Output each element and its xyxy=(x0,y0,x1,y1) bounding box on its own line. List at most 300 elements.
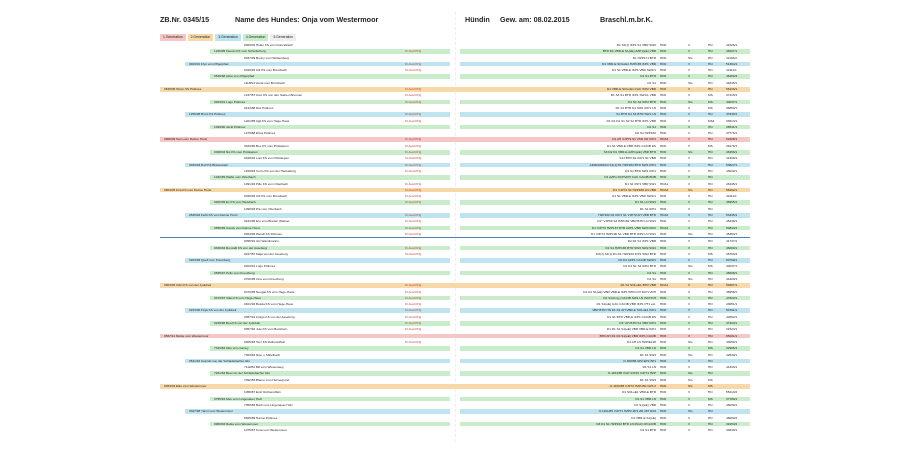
hair-type: HN xyxy=(708,49,713,54)
registry-number: 46456/1 xyxy=(726,150,738,155)
titles: D1 S1(J) IKP1 S1 VBR SW2 xyxy=(616,43,656,47)
conformation: V xyxy=(688,289,691,294)
dog-entry: 1201/85 Agil KS vom Hege-Haus xyxy=(244,118,290,123)
hd-result: HD0 xyxy=(660,421,667,426)
hd-result: HD0 xyxy=(660,194,667,199)
dog-entry: 1118/94 Vesta vom Brombach xyxy=(244,80,285,85)
dog-sex: Hündin xyxy=(465,15,490,24)
pedigree-rows xyxy=(160,42,750,433)
zb-number: ZB.Nr. 0345/15 xyxy=(160,15,210,24)
registry-number: 47640/1 xyxy=(726,112,738,117)
hair-type: HN xyxy=(708,390,713,395)
hd-result: HDA2 xyxy=(660,187,669,192)
breeding-test: Kl.Ausl.Prfg xyxy=(405,194,422,199)
registry-number: 53435/1 xyxy=(726,213,738,218)
conformation: V xyxy=(688,302,691,307)
hair-type: MS xyxy=(708,251,713,256)
dog-entry: 0603/06 Odin KS von der Jydebek xyxy=(164,283,212,288)
hd-result: HDA2 xyxy=(660,225,669,230)
conformation: V xyxy=(688,194,691,199)
titles: D1 VJP74 S1 HZP188 LN VBR xyxy=(613,187,656,192)
titles: D2 D1 S1 IKP1 VBR xyxy=(627,239,656,244)
breeding-test: Kl.Ausl.Prfg xyxy=(405,162,422,167)
generation-band xyxy=(210,125,450,130)
hair-type: HN xyxy=(708,231,713,236)
titles: D1 S1 BTR D1 SW1 IKP1 LN xyxy=(615,105,656,110)
breeding-test: Kl.Ausl.Prfg xyxy=(405,68,422,73)
conformation: V xyxy=(688,74,691,79)
registry-number: 37789/1 xyxy=(726,396,738,401)
conformation: V xyxy=(688,295,691,300)
breeding-test: Kl.Ausl.Prfg xyxy=(405,327,422,332)
hd-result: HD0 xyxy=(660,308,667,313)
conformation: SG xyxy=(688,409,693,414)
hd-result: HD0 xyxy=(660,231,667,236)
conformation: SG xyxy=(688,384,693,389)
conformation: V xyxy=(688,358,691,363)
hd-result: HD0 xyxy=(660,206,667,211)
conformation: V xyxy=(688,321,691,326)
registry-number: 42111/1 xyxy=(726,194,737,199)
dog-name: Name des Hundes: Onja vom Westermoor xyxy=(235,15,379,24)
dog-entry: 0213/88 Divi Pöttmes xyxy=(244,105,274,110)
registry-number: 50791/1 xyxy=(726,308,738,313)
registry-number: 39153/2 xyxy=(726,421,738,426)
conformation: V xyxy=(688,68,691,73)
hair-type: HN xyxy=(708,245,713,250)
conformation: V xyxy=(688,49,691,54)
dog-entry: 0908/09 Sam vom Delme Horst xyxy=(164,137,208,142)
breeding-test: Kl.Ausl.Prfg xyxy=(405,213,422,218)
conformation: V xyxy=(688,225,691,230)
registry-number: 44429/1 xyxy=(726,276,738,281)
dog-entry: 0227/87 Maja von der Asseburg xyxy=(244,251,288,256)
hd-result: HD0 xyxy=(660,43,667,47)
breeding-test: Kl.Ausl.Prfg xyxy=(405,143,422,148)
hd-result: HD0 xyxy=(660,131,667,136)
hair-type: MS xyxy=(708,384,713,389)
conformation: V xyxy=(688,200,691,205)
hd-result: HD0 xyxy=(660,270,667,275)
hd-result: HD0 xyxy=(660,302,667,307)
titles: D1 D1 S1(eE) VBR VBR-E IKP1 BTR ICH DCH-VDH xyxy=(583,289,656,294)
titles: D1 S1 VBR-E VBR IKP1 CACIB ES xyxy=(606,143,656,148)
breeding-test: Kl.Ausl.Prfg xyxy=(405,251,422,256)
conformation: V xyxy=(688,61,691,66)
titles: D1 S1 VBR LN xyxy=(635,346,656,351)
titles: D1 SOLoE1 VBR-E BTR xyxy=(622,390,656,395)
registry-number: 36850/1 xyxy=(726,105,738,110)
conformation: SG xyxy=(688,371,693,376)
hair-type: HN xyxy=(708,402,713,407)
legend-item: 5.Generation xyxy=(270,34,296,41)
conformation: SG xyxy=(688,352,693,357)
conformation: SG xyxy=(688,231,693,236)
titles: D1 S1 HZP183 BTR SW3 SW2 SW1 xyxy=(605,245,656,250)
breeding-test: Kl.Ausl.Prfg xyxy=(405,99,422,104)
hd-result: HD0 xyxy=(660,327,667,332)
breeding-test: Kl.Ausl.Prfg xyxy=(405,295,422,300)
hd-result: HD0 xyxy=(660,245,667,250)
breeding-test: Kl.Ausl.Prfg xyxy=(405,168,422,173)
dog-entry: 0904/05 Kira KS vom Delme Horst xyxy=(164,187,212,192)
titles: D2 S1 HZP160 xyxy=(635,131,656,136)
titles: O-1161/85 VJP71 HZP2 ZP1 ZR 457 ES3 xyxy=(598,409,656,414)
breeding-test: Kl.Ausl.Prfg xyxy=(405,283,422,288)
dog-entry: 7112/83 Bill vom Wiesenweg xyxy=(244,365,284,370)
hair-type: HN xyxy=(708,162,713,167)
titles: D1 HZP171 BTR xyxy=(632,55,656,60)
registry-number: 45453/1 xyxy=(726,231,738,236)
conformation: V xyxy=(688,239,691,244)
hair-type: HN xyxy=(708,87,713,92)
registry-number: 43042/1 xyxy=(726,168,738,173)
hair-type: HN xyxy=(708,415,713,420)
hd-result: HD0 xyxy=(660,333,667,338)
dog-entry: 0203/99 Quell vom Kreuzberg xyxy=(189,258,231,263)
hair-type: HN xyxy=(708,194,713,199)
hd-result: HD0 xyxy=(660,175,667,180)
breeding-test: Kl.Ausl.Prfg xyxy=(405,321,422,326)
dog-entry: 0403/01 Flyn vom Pilgerpfad xyxy=(189,61,229,66)
dog-entry: 0328/04 Nic KS vom Pöttsiepen xyxy=(214,150,258,155)
hair-type: HN xyxy=(708,314,713,319)
registry-number: 43051/1 xyxy=(726,302,738,307)
conformation: V xyxy=(688,314,691,319)
conformation: SG xyxy=(688,187,693,192)
hair-type: HN xyxy=(708,352,713,357)
registry-number: 39176/1 xyxy=(726,143,738,148)
conformation: SG xyxy=(688,150,693,155)
dog-entry: 0373/97 Vilas KS vom Hege-Haus xyxy=(214,295,261,300)
titles: D1* AH BTR S1 VBR IKP1 xyxy=(619,321,656,326)
hair-type: HN xyxy=(708,371,713,376)
dog-entry: 1226/05 Fausto KS vom Scheiferberg xyxy=(214,49,266,54)
registry-number: 46460/3 xyxy=(726,74,738,79)
titles: D1* VJP69 S3 HZP182 VBR BTR LN SW1 xyxy=(597,219,656,224)
breeding-test: Kl.Ausl.Prfg xyxy=(405,156,422,161)
dog-entry: 0960/93 Reika vom Westermoor xyxy=(214,421,259,426)
dog-entry: 0363/03 Elke vom Westermoor xyxy=(164,384,207,389)
hair-type: MS xyxy=(708,99,713,104)
registry-number: 48000/2 xyxy=(726,415,738,420)
registry-number: 35793/3 xyxy=(726,251,738,256)
titles: D1 S3 S1 BTR IKP1 SW1/1 VBR xyxy=(610,93,656,98)
breeding-test: Kl.Ausl.Prfg xyxy=(405,308,422,313)
conformation: V xyxy=(688,251,691,256)
dog-entry: 0567/11 Mottie vom Westermoor xyxy=(164,333,209,338)
hair-type: HN xyxy=(708,168,713,173)
titles: D1 D1 S1 S1(eE) VBR VBR-E IKP1 xyxy=(606,327,656,332)
hd-result: HD0 xyxy=(660,99,667,104)
titles: D1 VJP70 HZP167 BTR AZP1 VBR SW3 IKP2 xyxy=(592,225,656,230)
titles: D1 S1 xyxy=(647,124,656,129)
registry-number: 38541/1 xyxy=(726,124,738,129)
registry-number: 40037/1 xyxy=(726,264,738,269)
hd-result: HD0 xyxy=(660,49,667,54)
hd-result: HD0 xyxy=(660,61,667,66)
conformation: V xyxy=(688,270,691,275)
titles: O-1154/85 VGP 23315 VJP74 HZP xyxy=(607,371,656,376)
hair-type: HN xyxy=(708,74,713,79)
hair-type: HN xyxy=(708,225,713,230)
hd-result: HD0 xyxy=(660,352,667,357)
hair-type: HN xyxy=(708,175,713,180)
hd-result: HD0 xyxy=(660,428,667,433)
conformation: V xyxy=(688,213,691,218)
conformation: V xyxy=(688,181,691,186)
hair-type: MS xyxy=(708,105,713,110)
hair-type: HN xyxy=(708,295,713,300)
dog-entry: 0033/03 Rolf KS Birkenwald xyxy=(189,162,228,167)
registry-number: 41523/1 xyxy=(726,327,738,332)
titles: D1 S1 BTR xyxy=(640,428,656,433)
registry-number: 44645/1 xyxy=(726,80,738,85)
hd-result: HD0 xyxy=(660,409,667,414)
dog-entry: 0329/93 Ulli KS vom Brombach xyxy=(244,68,287,73)
dog-entry: 1075/87 Kora vom Westermoor xyxy=(244,428,287,433)
hair-type: HN xyxy=(708,80,713,85)
registry-number: 56216/1 xyxy=(726,87,738,92)
hd-result: HD0 xyxy=(660,219,667,224)
conformation: V xyxy=(688,206,691,211)
hd-result: HDA1 xyxy=(660,283,669,288)
conformation: V xyxy=(688,402,691,407)
hd-result: HD0 xyxy=(660,118,667,123)
registry-number: 40037/1 xyxy=(726,99,738,104)
hair-type: MS xyxy=(708,93,713,98)
hd-result: HD0 xyxy=(660,239,667,244)
titles: D-306/88 AP2 EP2 ZP1 xyxy=(623,358,656,363)
dog-entry: 1256/98 Bruni KS Pöttmes xyxy=(189,112,226,117)
conformation: V xyxy=(688,421,691,426)
dog-entry: 0625/02 Fehli KS vom Delme Horst xyxy=(189,213,238,218)
titles: D1 AZP1 DCHVDH CAC CACIB BOB xyxy=(604,175,656,180)
hair-type: HN xyxy=(708,302,713,307)
hd-result: HD0 xyxy=(660,87,667,92)
titles: D1 VJP73 HZP190 S1 VBR BTR IKP2 LN SW1 xyxy=(591,231,656,236)
registry-number: 47304/1 xyxy=(726,321,738,326)
hd-result: HD0 xyxy=(660,55,667,60)
registry-number: 42530/1 xyxy=(726,352,738,357)
breeding-test: Kl.Ausl.Prfg xyxy=(405,93,422,98)
dog-entry: 0327/98 Yanni vom Westermoor xyxy=(189,409,234,414)
titles: D1 S1(eE) VBR xyxy=(634,402,656,407)
hd-result: HD0 xyxy=(660,371,667,376)
dog-entry: 1091/93 Pille KS vom Otterbach xyxy=(244,181,289,186)
titles: S1 BTR D1 S1 BTR SW1 LN xyxy=(616,112,656,117)
registry-number: 41026/1 xyxy=(726,43,738,47)
breeding-test: Kl.Ausl.Prfg xyxy=(405,302,422,307)
titles: D1 S1 BTR VBR-E IKP1 CACIB ES xyxy=(607,314,656,319)
dog-entry: 0203/91 Lugo Pöttmes xyxy=(214,99,246,104)
hd-result: HD0 xyxy=(660,124,667,129)
hair-type: MS xyxy=(708,377,713,382)
breeding-test: Kl.Ausl.Prfg xyxy=(405,219,422,224)
table-row xyxy=(160,427,750,433)
hair-type: HN xyxy=(708,327,713,332)
titles: D1 S1 VBR LN xyxy=(635,396,656,401)
titles: D1 AH VJP79 S1 VSR UR IKP1 xyxy=(612,137,656,142)
dog-entry: 0005/93 Terz KS Rothenuffeln xyxy=(244,339,286,344)
hd-result: HD0 xyxy=(660,415,667,420)
conformation: V xyxy=(688,168,691,173)
conformation: V xyxy=(688,219,691,224)
dog-entry: 1279/88 Elma Pöttmes xyxy=(244,131,276,136)
hd-result: HD0 xyxy=(660,162,667,167)
titles: D1 S1 BTR SW1 IKP1 xyxy=(625,168,656,173)
hd-result: HD0 xyxy=(660,264,667,269)
registry-number: 46558/1 xyxy=(726,289,738,294)
titles: D1 S1 VBR-E IKP1 VBR SW1/1 xyxy=(612,68,656,73)
titles: D1 S1 xyxy=(647,270,656,275)
registry-number: 46608/1 xyxy=(726,270,738,275)
registry-number: 46030/1 xyxy=(726,402,738,407)
registry-number: 46445/1 xyxy=(726,181,738,186)
conformation: V xyxy=(688,131,691,136)
hd-result: HD0 xyxy=(660,93,667,98)
hair-type: HN xyxy=(708,276,713,281)
conformation: V xyxy=(688,396,691,401)
hd-result: HD0 xyxy=(660,314,667,319)
conformation: V xyxy=(688,162,691,167)
hair-type: MS4 xyxy=(708,118,715,123)
dog-entry: 1090/93 Pia vom Otterbach xyxy=(244,206,282,211)
hd-result: HD0 xyxy=(660,346,667,351)
hd-result: HD0 xyxy=(660,74,667,79)
hair-type: MS xyxy=(708,396,713,401)
hd-result: HD0 xyxy=(660,143,667,148)
conformation: V xyxy=(688,258,691,263)
titles: D2(J) S1(J) D1 D1 HZP160 IKP1 SW2 BTR xyxy=(596,251,656,256)
registry-number: 32995/1 xyxy=(726,346,738,351)
breeding-test: Kl.Ausl.Prfg xyxy=(405,112,422,117)
dog-entry: 0329/93 Ulli KS vom Brombach xyxy=(244,194,287,199)
pedigree-header xyxy=(160,12,750,30)
breeding-test: Kl.Ausl.Prfg xyxy=(405,87,422,92)
hair-type: HN xyxy=(708,137,713,142)
registry-number: 41209/1 xyxy=(726,156,738,161)
conformation: V xyxy=(688,137,691,142)
hair-type: HN xyxy=(708,112,713,117)
hair-type: HN xyxy=(708,68,713,73)
dog-entry: 1058/87 Emir Rothenuffeln xyxy=(244,390,281,395)
dog-entry: 0665/89 Hanno Pöttmes xyxy=(244,415,278,420)
registry-number: 65201/1 xyxy=(726,333,738,338)
dog-entry: 0057/91 Amigo KS von der Asseburg xyxy=(244,314,295,319)
conformation: V xyxy=(688,346,691,351)
dog-entry: 0700/95 Ona vom Kreuzberg xyxy=(244,276,284,281)
registry-number: 62208/1 xyxy=(726,137,738,142)
legend-item: 4.Generation xyxy=(243,34,269,41)
hd-result: HD0 xyxy=(660,384,667,389)
hd-result: HD0 xyxy=(660,68,667,73)
hair-type: HN xyxy=(708,187,713,192)
conformation: V xyxy=(688,428,691,433)
registry-number: 59307/1 xyxy=(726,283,738,288)
dog-entry: 0401/92 Betula KS vom Hege-Haus xyxy=(244,302,294,307)
dog-entry: 0625/05 Oliver KS Pöttmes xyxy=(164,87,202,92)
hd-result: HDA2 xyxy=(660,213,669,218)
conformation: V xyxy=(688,118,691,123)
titles: D1 S1 VBR-E IKP1 VBR SW1/1 xyxy=(612,194,656,199)
conformation: V xyxy=(688,365,691,370)
registry-number: 43050/1 xyxy=(726,339,738,344)
hair-type: HN xyxy=(708,409,713,414)
hair-type: MS xyxy=(708,143,713,148)
breeding-test: Kl.Ausl.Prfg xyxy=(405,61,422,66)
titles: D1 VBR-E SOLoE1 CAC IKP2 VBR xyxy=(606,87,656,92)
hair-type: MS xyxy=(708,346,713,351)
dog-entry: 7303/84 Nico v. Mittelbach xyxy=(244,352,281,357)
titles: BTR AH D1 D1 S1(eE) VBR IKP1 CACIB xyxy=(599,333,656,338)
registry-number: 46965/1 xyxy=(726,200,738,205)
hd-result: HD0 xyxy=(660,339,667,344)
hd-result: HD0 xyxy=(660,200,667,205)
registry-number: 44343/1 xyxy=(726,365,738,370)
registry-number: 46297/1 xyxy=(726,49,738,54)
hd-result: HD0 xyxy=(660,276,667,281)
generation-legend xyxy=(160,34,296,41)
conformation: SG xyxy=(688,55,693,60)
dog-entry: 0239/96 Bea KS von der Jydebek xyxy=(214,321,261,326)
conformation: V xyxy=(688,143,691,148)
titles: D1 VBR-E S1(eE) xyxy=(631,415,656,420)
titles: D1 S1 S2 IKP2 BTR xyxy=(628,99,656,104)
registry-number: 53827/1 xyxy=(726,162,738,167)
dog-entry: 0223/00 Finja KS von der Jydebek xyxy=(189,308,237,313)
titles: S1J BTR D1 IKP1 S1 VBR xyxy=(619,156,656,161)
hd-result: HDA1 xyxy=(660,181,669,186)
registry-number: 37776/1 xyxy=(726,131,738,136)
conformation: SG xyxy=(688,80,693,85)
conformation: V xyxy=(688,43,691,47)
dog-entry: 7092/83 Blame vom Helmegrund xyxy=(244,377,290,382)
titles: VBR BTR HN D1 D1 AH VBR-E SOLoE1 IKP1 xyxy=(592,308,656,313)
conformation: V xyxy=(688,390,691,395)
dog-entry: 0328/92 Loni KS vom Pöttsiepen xyxy=(244,156,290,161)
titles: D1 AH LN HZP/E148 xyxy=(627,339,656,344)
breeding-test: Kl.Ausl.Prfg xyxy=(405,231,422,236)
titles: D1 S1 LN xyxy=(642,365,656,370)
hd-result: HD0 xyxy=(660,295,667,300)
hd-result: HD0 xyxy=(660,156,667,161)
conformation: SG xyxy=(688,377,693,382)
legend-item: 1.Generation xyxy=(160,34,186,41)
hair-type: HN xyxy=(708,239,713,244)
dog-entry: 0558/99 Candy vom Delme Horst xyxy=(214,225,260,230)
dog-entry: 1269/93 Xorro KS von der Hansaburg xyxy=(244,168,296,173)
hair-type: HN xyxy=(708,61,713,66)
dog-entry: 0541/94 Grando von der Schladebacher Alm xyxy=(189,358,251,363)
breeding-test: Kl.Ausl.Prfg xyxy=(405,314,422,319)
breeding-test: Kl.Ausl.Prfg xyxy=(405,49,422,54)
titles: D1 D1 D1 S1 S2 S1 BTR IKP1 VBR xyxy=(606,118,656,123)
hair-type: HN xyxy=(708,421,713,426)
dog-entry: 7050/83 Barb vom Lingenauer Holz xyxy=(244,402,293,407)
hd-result: HD0 xyxy=(660,251,667,256)
hd-result: HDA2 xyxy=(660,137,669,142)
breeding-test: Kl.Ausl.Prfg xyxy=(405,200,422,205)
hd-result: HD0 xyxy=(660,402,667,407)
registry-number: 51304/1 xyxy=(726,61,738,66)
titles: D1 S1 BTR xyxy=(640,74,656,79)
conformation: SG xyxy=(688,276,693,281)
breeding-test: Kl.Ausl.Prfg xyxy=(405,118,422,123)
registry-number: 45430/1 xyxy=(726,219,738,224)
dog-entry: 0241/96 Ero vom Breiten Wasser xyxy=(244,219,290,224)
hair-type: HN xyxy=(708,131,713,136)
